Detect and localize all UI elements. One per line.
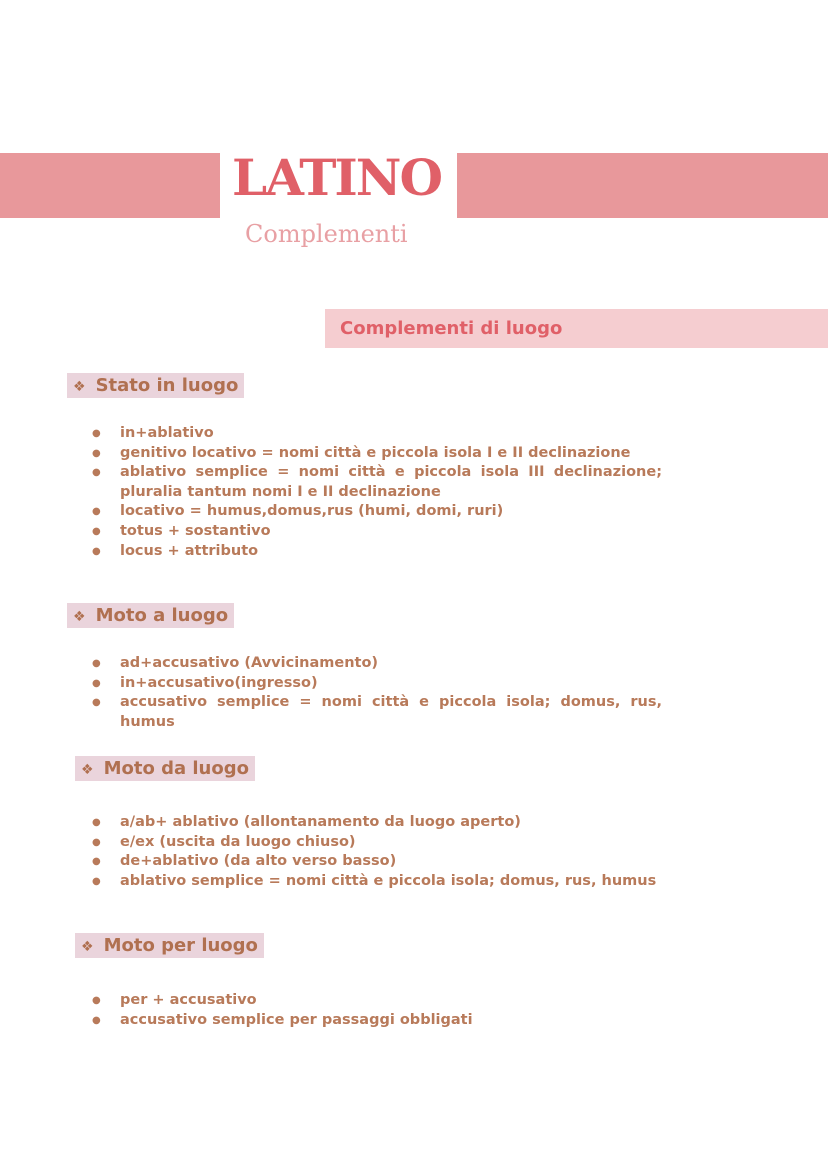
list-item: ● ablativo semplice = nomi città e piccola isola III declinazione; pluralia tantum nomi I e II declinazione	[92, 463, 662, 502]
list-item: ● de+ablativo (da alto verso basso)	[92, 852, 662, 872]
heading-text: Moto per luogo	[103, 935, 258, 956]
heading-text: Moto a luogo	[95, 605, 229, 626]
section-title: Complementi di luogo	[340, 318, 563, 339]
list-item: ● locativo = humus,domus,rus (humi, domi, ruri)	[92, 502, 662, 522]
header-band-right	[457, 153, 828, 218]
list-moto-per-luogo	[92, 991, 662, 1030]
list-item: ● ad+accusativo (Avvicinamento)	[92, 654, 662, 674]
list-item: ● per + accusativo	[92, 991, 662, 1011]
heading-moto-a-luogo	[67, 603, 234, 628]
list-moto-a-luogo	[92, 654, 662, 732]
diamond-bullet-icon: ❖	[73, 379, 86, 395]
list-moto-da-luogo	[92, 813, 662, 891]
page-subtitle: Complementi	[245, 220, 408, 248]
heading-text: Moto da luogo	[103, 758, 249, 779]
list-item: ● accusativo semplice per passaggi obbligati	[92, 1011, 662, 1031]
list-item: ● genitivo locativo = nomi città e piccola isola I e II declinazione	[92, 444, 662, 464]
list-item: ● totus + sostantivo	[92, 522, 662, 542]
section-banner	[325, 309, 828, 348]
list-item: ● a/ab+ ablativo (allontanamento da luogo aperto)	[92, 813, 662, 833]
diamond-bullet-icon: ❖	[81, 939, 94, 955]
header-band-left	[0, 153, 220, 218]
list-item: ● ablativo semplice = nomi città e piccola isola; domus, rus, humus	[92, 872, 662, 892]
diamond-bullet-icon: ❖	[73, 609, 86, 625]
heading-moto-da-luogo	[75, 756, 255, 781]
diamond-bullet-icon: ❖	[81, 762, 94, 778]
page-title: LATINO	[232, 148, 442, 207]
list-item: ● in+accusativo(ingresso)	[92, 674, 662, 694]
list-item: ● in+ablativo	[92, 424, 662, 444]
list-stato-in-luogo	[92, 424, 662, 561]
heading-text: Stato in luogo	[95, 375, 239, 396]
list-item: ● e/ex (uscita da luogo chiuso)	[92, 833, 662, 853]
list-item: ● locus + attributo	[92, 542, 662, 562]
list-item: ● accusativo semplice = nomi città e piccola isola; domus, rus, humus	[92, 693, 662, 732]
heading-stato-in-luogo	[67, 373, 244, 398]
heading-moto-per-luogo	[75, 933, 264, 958]
